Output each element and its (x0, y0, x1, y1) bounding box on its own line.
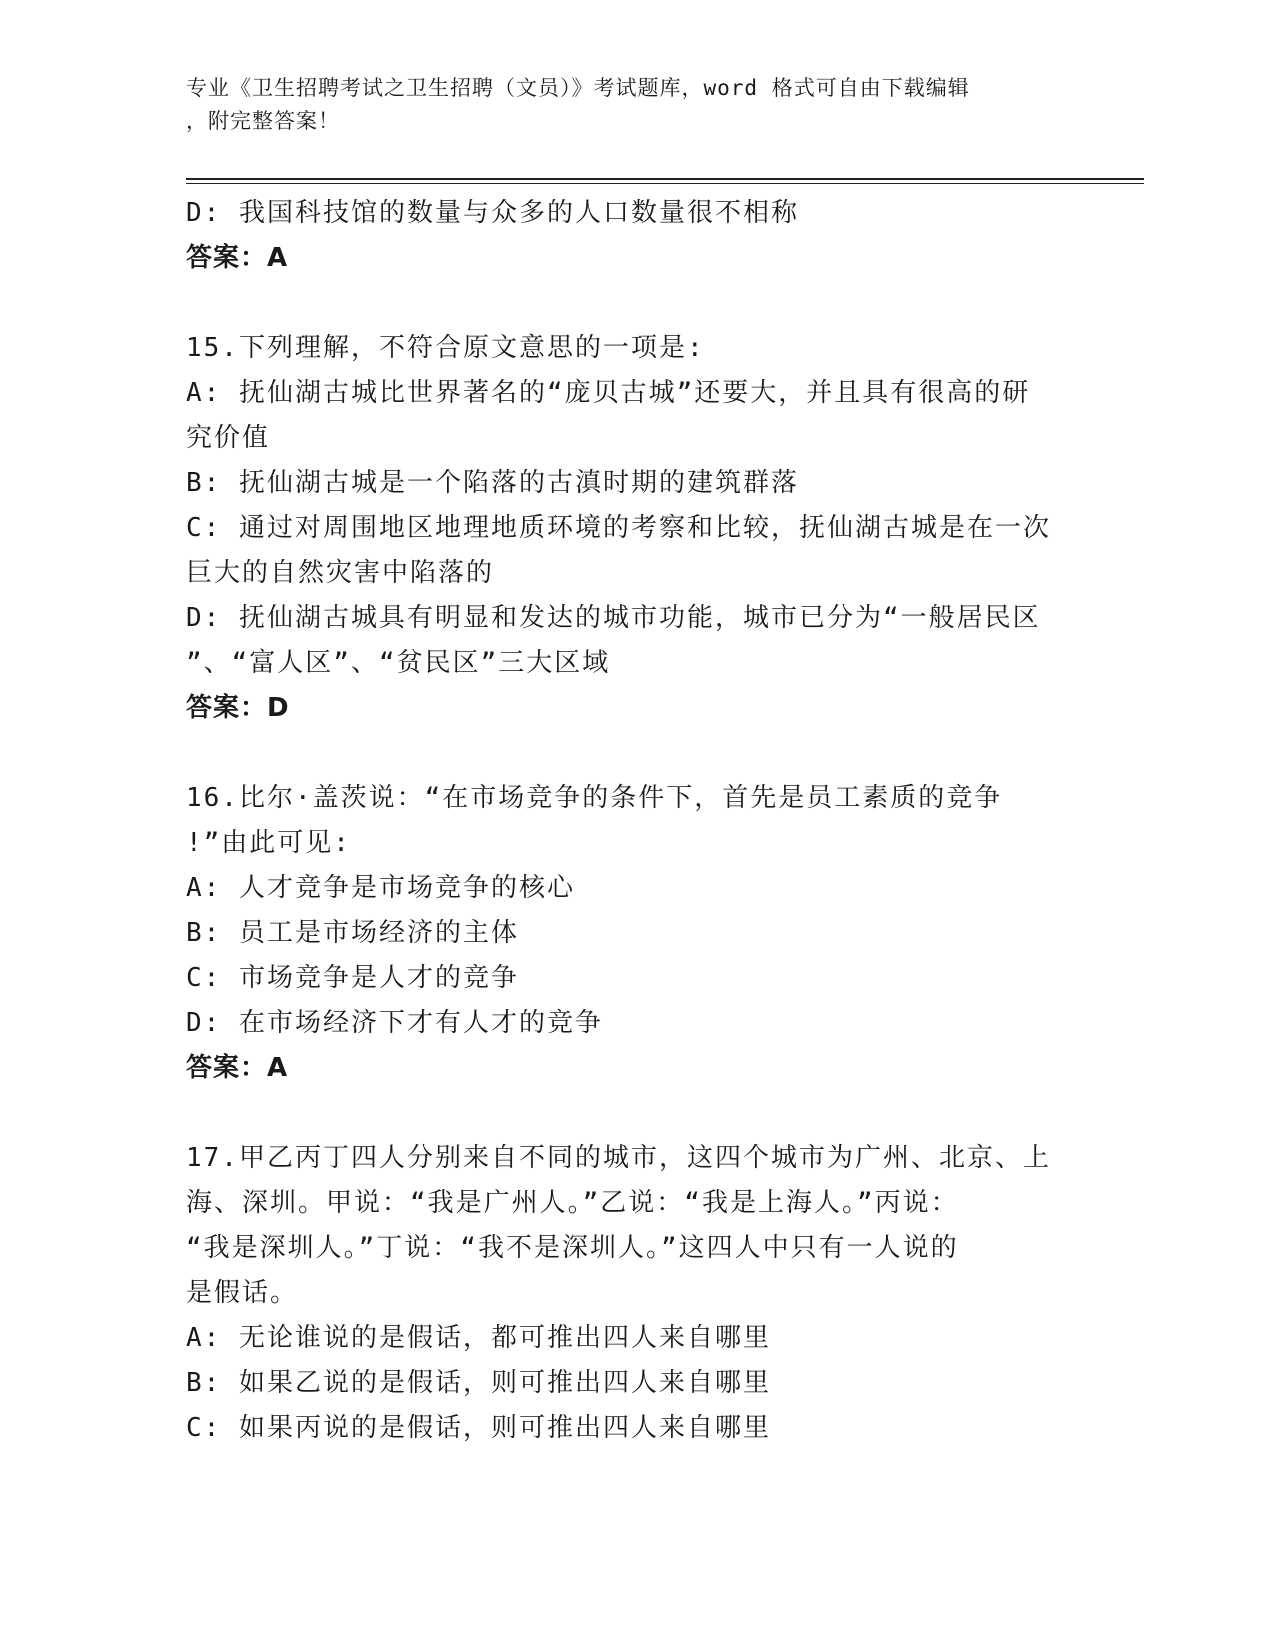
question-stem-continued: 海、深圳。甲说：“我是广州人。”乙说：“我是上海人。”丙说： (186, 1188, 959, 1218)
spacer (186, 281, 1086, 326)
question-stem-continued: 是假话。 (186, 1278, 299, 1308)
option-c: C: 如果丙说的是假话，则可推出四人来自哪里 (186, 1413, 771, 1443)
question-17 (186, 1136, 1086, 1451)
option-d: D: 我国科技馆的数量与众多的人口数量很不相称 (186, 198, 799, 228)
option-d-continued: ”、“富人区”、“贫民区”三大区域 (186, 648, 611, 678)
option-b: B: 如果乙说的是假话，则可推出四人来自哪里 (186, 1368, 771, 1398)
option-d: D: 抚仙湖古城具有明显和发达的城市功能，城市已分为“一般居民区 (186, 603, 1041, 633)
option-a: A: 人才竞争是市场竞争的核心 (186, 873, 575, 903)
answer: 答案：A (186, 1053, 289, 1083)
answer: 答案：D (186, 693, 290, 723)
option-c: C: 通过对周围地区地理地质环境的考察和比较，抚仙湖古城是在一次 (186, 513, 1051, 543)
header-divider-thick (186, 178, 1144, 180)
option-a-continued: 究价值 (186, 423, 271, 453)
previous-question-tail (186, 191, 1086, 281)
option-b: B: 抚仙湖古城是一个陷落的古滇时期的建筑群落 (186, 468, 799, 498)
header-title-line-1: 专业《卫生招聘考试之卫生招聘（文员）》考试题库，word 格式可自由下载编辑 (186, 76, 970, 100)
option-d: D: 在市场经济下才有人才的竞争 (186, 1008, 603, 1038)
spacer (186, 1091, 1086, 1136)
question-stem: 15.下列理解，不符合原文意思的一项是: (186, 333, 705, 363)
option-a: A: 抚仙湖古城比世界著名的“庞贝古城”还要大，并且具有很高的研 (186, 378, 1031, 408)
option-c-continued: 巨大的自然灾害中陷落的 (186, 558, 495, 588)
option-c: C: 市场竞争是人才的竞争 (186, 963, 519, 993)
header-divider-thin (186, 183, 1144, 184)
header-title-line-2: ，附完整答案！ (186, 109, 340, 133)
question-stem-continued: “我是深圳人。”丁说：“我不是深圳人。”这四人中只有一人说的 (186, 1233, 959, 1263)
option-a: A: 无论谁说的是假话，都可推出四人来自哪里 (186, 1323, 771, 1353)
question-content (186, 191, 1086, 1451)
spacer (186, 731, 1086, 776)
option-b: B: 员工是市场经济的主体 (186, 918, 519, 948)
page-header (186, 72, 1066, 138)
question-15 (186, 326, 1086, 731)
question-16 (186, 776, 1086, 1091)
answer: 答案：A (186, 243, 289, 273)
question-stem: 16.比尔·盖茨说：“在市场竞争的条件下，首先是员工素质的竞争 (186, 783, 1003, 813)
question-stem-continued: !”由此可见: (186, 828, 351, 858)
question-stem: 17.甲乙丙丁四人分别来自不同的城市，这四个城市为广州、北京、上 (186, 1143, 1051, 1173)
